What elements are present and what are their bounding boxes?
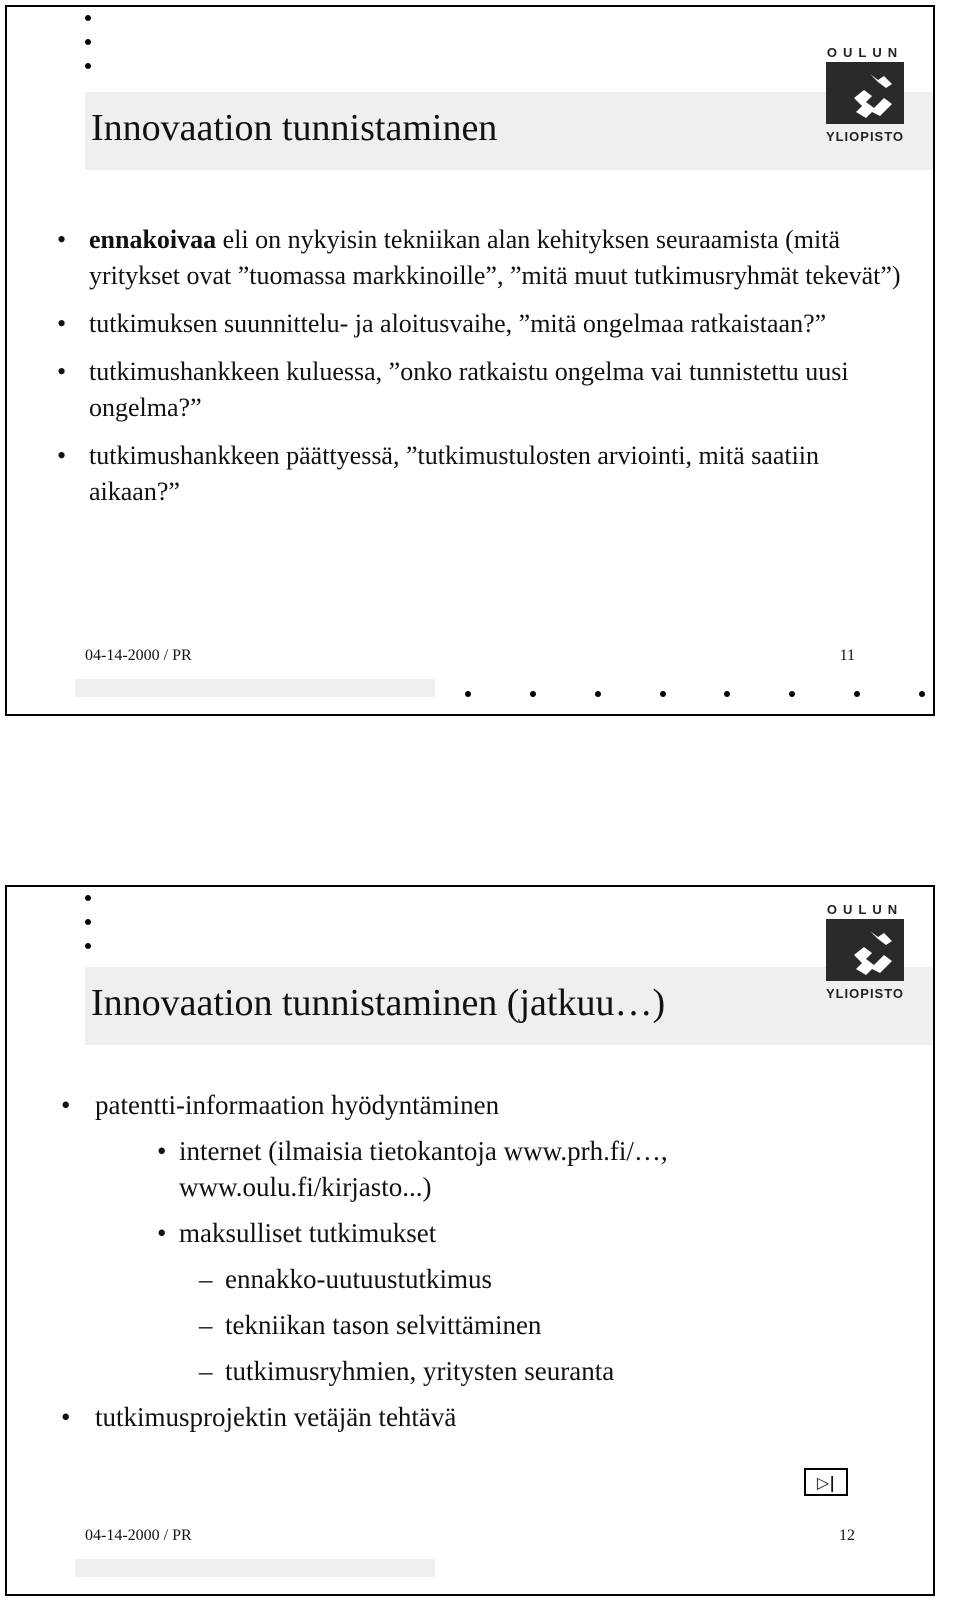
decorative-dots-vertical bbox=[85, 15, 91, 87]
puzzle-logo-icon bbox=[826, 919, 904, 981]
footer-date: 04-14-2000 / PR bbox=[85, 1527, 192, 1544]
page-number: 11 bbox=[839, 647, 855, 664]
footer-bar bbox=[75, 679, 435, 697]
puzzle-logo-icon bbox=[826, 62, 904, 124]
slide-11 bbox=[5, 5, 935, 716]
title-bar bbox=[85, 967, 933, 1045]
decorative-dots-horizontal bbox=[465, 691, 925, 697]
dash-item: – tutkimusryhmien, yritysten seuranta bbox=[225, 1353, 919, 1389]
sub-bullet-item: • internet (ilmaisia tietokantoja www.prh.fi/…, www.oulu.fi/kirjasto...) bbox=[179, 1133, 919, 1205]
bullet-item: • ennakoivaa eli on nykyisin tekniikan alan kehityksen seuraamista (mitä yritykset ovat ”tuomassa markkinoille”, ”mitä muut tutkimusryhmät tekevät”) bbox=[55, 222, 915, 294]
footer-date: 04-14-2000 / PR bbox=[85, 647, 192, 664]
bullet-item: • tutkimushankkeen kuluessa, ”onko ratkaistu ongelma vai tunnistettu uusi ongelma?” bbox=[55, 354, 915, 426]
page-number: 12 bbox=[839, 1527, 855, 1544]
slide-footer bbox=[85, 647, 855, 665]
footer-bar bbox=[75, 1559, 435, 1577]
slide-body bbox=[55, 222, 915, 522]
university-logo: OULUN YLIOPISTO bbox=[825, 45, 905, 144]
dash-item: – ennakko-uutuustutkimus bbox=[225, 1261, 919, 1297]
bullet-item: • patentti-informaation hyödyntäminen bbox=[59, 1087, 919, 1123]
decorative-dots-vertical bbox=[85, 895, 91, 967]
slide-title: Innovaation tunnistaminen (jatkuu…) bbox=[91, 982, 666, 1024]
slide-body bbox=[59, 1087, 919, 1445]
next-slide-button[interactable]: ▷| bbox=[804, 1468, 848, 1496]
sub-bullet-item: • maksulliset tutkimukset bbox=[179, 1215, 919, 1251]
slide-footer bbox=[85, 1527, 855, 1545]
slide-12 bbox=[5, 885, 935, 1596]
slide-title: Innovaation tunnistaminen bbox=[91, 107, 498, 149]
bullet-item: • tutkimuksen suunnittelu- ja aloitusvaihe, ”mitä ongelmaa ratkaistaan?” bbox=[55, 306, 915, 342]
title-bar bbox=[85, 92, 933, 170]
university-logo: OULUN YLIOPISTO bbox=[825, 902, 905, 1001]
bullet-item: • tutkimusprojektin vetäjän tehtävä bbox=[59, 1399, 919, 1435]
bullet-item: • tutkimushankkeen päättyessä, ”tutkimustulosten arviointi, mitä saatiin aikaan?” bbox=[55, 438, 915, 510]
dash-item: – tekniikan tason selvittäminen bbox=[225, 1307, 919, 1343]
